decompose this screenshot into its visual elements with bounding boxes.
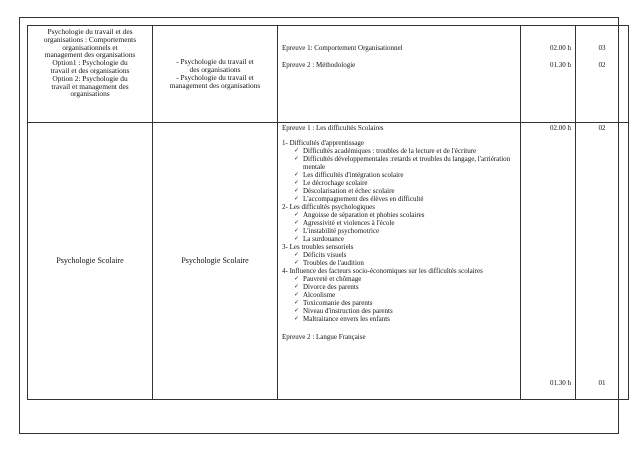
duration-cell bbox=[521, 123, 576, 400]
exam-label: Epreuve 2 : Méthodologie bbox=[282, 61, 356, 69]
specialty-cell: Psychologie Scolaire bbox=[28, 123, 153, 400]
specialty-line: travail et des organisations bbox=[50, 65, 130, 75]
specialty-line: management des organisations bbox=[44, 50, 136, 60]
table-row bbox=[28, 123, 629, 400]
exam-label: Epreuve 1 : Les difficultés Scolaires bbox=[282, 124, 384, 132]
option-cell bbox=[153, 26, 278, 123]
section-title: 1- Difficultés d'apprentissage bbox=[282, 139, 364, 147]
duration-value: 02.00 h bbox=[550, 124, 571, 132]
specialty-line: Option1 : Psychologie du bbox=[52, 58, 128, 68]
check-item: ✓ Difficultés développementales :retards et troubles du langage, l'arriération mentale bbox=[294, 155, 516, 171]
check-item: ✓ La surdouance bbox=[294, 235, 516, 243]
checklist bbox=[282, 147, 516, 203]
coef-cell bbox=[576, 123, 629, 400]
option-cell: Psychologie Scolaire bbox=[153, 123, 278, 400]
check-item: ✓ Troubles de l'audition bbox=[294, 259, 516, 267]
check-item: ✓ Maltraitance envers les enfants bbox=[294, 315, 516, 323]
specialty-line: organisations : Comportements bbox=[43, 34, 137, 44]
check-item: ✓ Niveau d'instruction des parents bbox=[294, 307, 516, 315]
check-item: ✓ Les difficultés d'intégration scolaire bbox=[294, 171, 516, 179]
option-line: - Psychologie du travail et bbox=[176, 57, 254, 66]
duration-value: 01.30 h bbox=[550, 379, 571, 387]
coef-value: 01 bbox=[598, 379, 606, 387]
check-item: ✓ Alcoolisme bbox=[294, 291, 516, 299]
option-line: - Psychologie du travail et bbox=[176, 73, 254, 82]
coef-value: 03 bbox=[598, 44, 606, 52]
table-row bbox=[28, 26, 629, 123]
program-table bbox=[27, 25, 629, 400]
exam-cell bbox=[278, 123, 521, 400]
specialty-line: Option 2: Psychologie du bbox=[52, 73, 128, 83]
duration-value: 01.30 h bbox=[550, 61, 571, 69]
specialty-line: organisations bbox=[70, 89, 110, 99]
option-line: management des organisations bbox=[169, 81, 261, 90]
exam-label: Epreuve 2 : Langue Française bbox=[282, 333, 366, 341]
section-title: 4- Influence des facteurs socio-économiques sur les difficultés scolaires bbox=[282, 267, 483, 275]
specialty-cell bbox=[28, 26, 153, 123]
exam-label: Epreuve 1: Comportement Organisationnel bbox=[282, 44, 403, 52]
check-item: ✓ Agressivité et violences à l'école bbox=[294, 219, 516, 227]
check-item: ✓ L'instabilité psychomotrice bbox=[294, 227, 516, 235]
exam-cell bbox=[278, 26, 521, 123]
specialty-line: travail et management des bbox=[51, 81, 129, 91]
section-title: 2- Les difficultés psychologiques bbox=[282, 203, 375, 211]
specialty-line: Psychologie du travail et des bbox=[47, 27, 133, 36]
section-title: 3- Les troubles sensoriels bbox=[282, 243, 354, 251]
check-item: ✓ Divorce des parents bbox=[294, 283, 516, 291]
coef-value: 02 bbox=[598, 124, 606, 132]
option-line: des organisations bbox=[189, 65, 241, 74]
duration-value: 02.00 h bbox=[550, 44, 571, 52]
check-item: ✓ Déscolarisation et échec scolaire bbox=[294, 187, 516, 195]
check-item: ✓ Le décrochage scolaire bbox=[294, 179, 516, 187]
checklist bbox=[282, 275, 516, 323]
check-item: ✓ Pauvreté et chômage bbox=[294, 275, 516, 283]
check-item: ✓ Toxicomanie des parents bbox=[294, 299, 516, 307]
specialty-line: organisationnels et bbox=[62, 42, 118, 52]
check-item: ✓ Difficultés académiques : troubles de la lecture et de l'écriture bbox=[294, 147, 516, 155]
check-item: ✓ Angoisse de séparation et phobies scolaires bbox=[294, 211, 516, 219]
checklist bbox=[282, 211, 516, 243]
check-item: ✓ Déficits visuels bbox=[294, 251, 516, 259]
checklist bbox=[282, 251, 516, 267]
coef-cell bbox=[576, 26, 629, 123]
check-item: ✓ L'accompagnement des élèves en difficulté bbox=[294, 195, 516, 203]
duration-cell bbox=[521, 26, 576, 123]
coef-value: 02 bbox=[598, 61, 606, 69]
